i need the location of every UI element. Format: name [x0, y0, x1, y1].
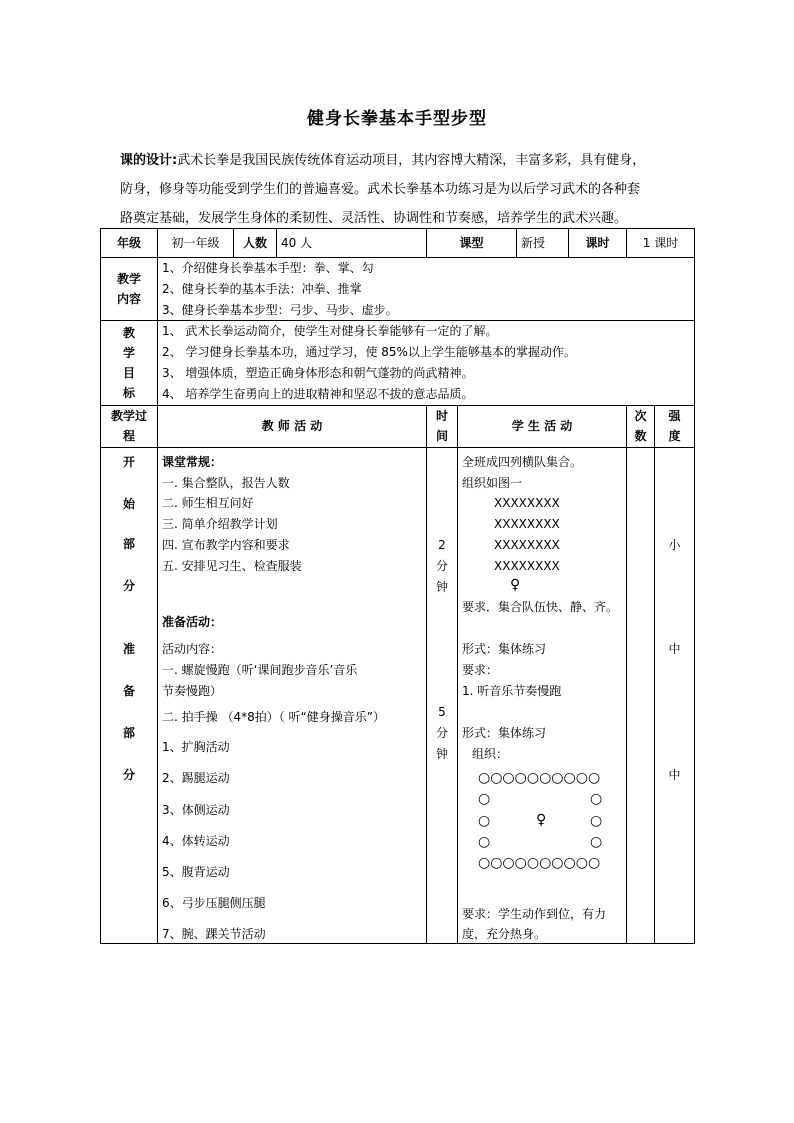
time-value-2: 5 — [438, 705, 446, 720]
circle-right: ○ — [590, 791, 603, 808]
exercise-item: 7、腕、踝关节活动 — [162, 927, 266, 942]
time-unit: 钟 — [435, 580, 448, 595]
hours-label: 课时 — [569, 229, 627, 258]
time-unit: 分 — [435, 559, 448, 574]
student-activity — [458, 447, 627, 943]
header-row — [101, 405, 695, 447]
requirement-2: 1. 听音乐节奏慢跑 — [462, 684, 562, 699]
formation-row: XXXXXXXX — [494, 559, 560, 574]
circle-left: ○ — [478, 834, 491, 851]
routine-item: 二. 师生相互问好 — [162, 496, 254, 511]
content-label: 教学内容 — [101, 258, 158, 321]
prep-title: 准备活动： — [162, 615, 223, 630]
goal-item: 3、 增强体质，塑造正确身体形态和朝气蓬勃的尚武精神。 — [162, 365, 474, 380]
circle-row-top: ○○○○○○○○○○ — [478, 770, 601, 787]
goal-items — [158, 321, 695, 405]
teacher-header: 教 师 活 动 — [158, 405, 427, 447]
time-unit: 分 — [435, 726, 448, 741]
goal-row — [101, 321, 695, 405]
info-row — [101, 229, 695, 258]
form-2: 形式：集体练习 — [462, 726, 547, 741]
section-labels: 开 始 部 分 准 备 部 分 — [101, 447, 158, 943]
prep-content: 活动内容： — [162, 642, 223, 657]
time-value-1: 2 — [438, 538, 446, 553]
intro-line-3: 路奠定基础，发展学生身体的柔韧性、灵活性、协调性和节奏感，培养学生的武术兴趣。 — [120, 211, 628, 226]
type-label: 课型 — [427, 229, 517, 258]
formation-row: XXXXXXXX — [494, 517, 560, 532]
gather-text: 全班成四列横队集合。 — [462, 455, 583, 470]
content-item: 2、健身长拳的基本手法：冲拳、推掌 — [162, 281, 362, 296]
circle-row-bottom: ○○○○○○○○○○ — [478, 855, 601, 872]
times-column — [627, 447, 655, 943]
content-row — [101, 258, 695, 321]
routine-item: 三. 简单介绍教学计划 — [162, 517, 278, 532]
routine-title: 课堂常规： — [162, 455, 223, 470]
spiral-line-2: 节奏慢跑） — [162, 684, 223, 699]
org-2: 组织： — [472, 747, 509, 762]
requirement-label: 要求： — [462, 663, 499, 678]
time-column — [427, 447, 458, 943]
routine-item: 四. 宣布教学内容和要求 — [162, 538, 290, 553]
student-header: 学 生 活 动 — [458, 405, 627, 447]
form-1: 形式：集体练习 — [462, 642, 547, 657]
goal-label: 教 学 目 标 — [101, 321, 158, 405]
page-title: 健身长拳基本手型步型 — [307, 109, 487, 129]
content-item: 1、介绍健身长拳基本手型：拳、掌、勾 — [162, 261, 374, 275]
content-item: 3、健身长拳基本步型：弓步、马步、虚步。 — [162, 302, 398, 317]
intro-line-1: 课的设计:武术长拳是我国民族传统体育运动项目，其内容博大精深，丰富多彩，具有健身， — [120, 153, 646, 168]
content-items — [158, 258, 695, 321]
exercise-item: 4、体转运动 — [162, 834, 230, 849]
spiral-line-1: 一. 螺旋慢跑（听‘课间跑步音乐’音乐 — [162, 663, 358, 678]
intro-line-2: 防身，修身等功能受到学生们的普遍喜爱。武术长拳基本功练习是为以后学习武术的各种套 — [120, 182, 641, 197]
exercise-item: 1、扩胸活动 — [162, 740, 230, 755]
hours-value: 1 课时 — [627, 229, 695, 258]
circle-right: ○ — [590, 834, 603, 851]
lesson-plan-table — [100, 228, 695, 944]
type-value: 新授 — [517, 229, 569, 258]
circle-left: ○ — [478, 791, 491, 808]
time-unit: 钟 — [435, 747, 448, 762]
goal-item: 4、 培养学生奋勇向上的进取精神和坚忍不拔的意志品质。 — [162, 386, 474, 401]
intensity-value: 中 — [668, 768, 681, 783]
exercise-item: 2、踢腿运动 — [162, 771, 230, 786]
formation-row: XXXXXXXX — [494, 496, 560, 511]
intro-label: 课的设计: — [120, 153, 178, 168]
count-label: 人数 — [234, 229, 277, 258]
requirement-1: 要求．集合队伍快、静、齐。 — [462, 600, 619, 615]
teacher-symbol: ♀ — [510, 577, 521, 594]
routine-item: 一. 集合整队，报告人数 — [162, 476, 290, 491]
intensity-value: 中 — [668, 642, 681, 657]
goal-item: 2、 学习健身长拳基本功，通过学习，使 85%以上学生能够基本的掌握动作。 — [162, 345, 576, 360]
exercise-item: 6、弓步压腿侧压腿 — [162, 896, 266, 911]
formation-row: XXXXXXXX — [494, 538, 560, 553]
exercise-item: 5、腹背运动 — [162, 865, 230, 880]
intensity-value: 小 — [668, 538, 681, 553]
activity-row — [101, 447, 695, 943]
time-header: 时 间 — [427, 405, 458, 447]
times-header: 次 数 — [627, 405, 655, 447]
goal-item: 1、 武术长拳运动简介，使学生对健身长拳能够有一定的了解。 — [162, 324, 498, 339]
circle-right: ○ — [590, 813, 603, 830]
teacher-activity — [158, 447, 427, 943]
grade-label: 年级 — [101, 229, 158, 258]
intensity-header: 强 度 — [655, 405, 695, 447]
intensity-column — [655, 447, 695, 943]
clap-exercise: 二. 拍手操 （4*8拍）（ 听“健身操音乐”） — [162, 710, 385, 725]
requirement-3-line-1: 要求：学生动作到位，有力 — [462, 907, 607, 922]
routine-item: 五. 安排见习生、检查服装 — [162, 559, 302, 574]
requirement-3-line-2: 度，充分热身。 — [462, 927, 547, 942]
exercise-item: 3、体侧运动 — [162, 803, 230, 818]
process-header: 教学过 程 — [101, 405, 158, 447]
org-text: 组织如图一 — [462, 476, 523, 491]
lesson-design-paragraph — [120, 146, 682, 233]
grade-value: 初一年级 — [158, 229, 234, 258]
circle-left: ○ — [478, 813, 491, 830]
teacher-symbol: ♀ — [536, 812, 547, 829]
count-value: 40 人 — [277, 229, 427, 258]
